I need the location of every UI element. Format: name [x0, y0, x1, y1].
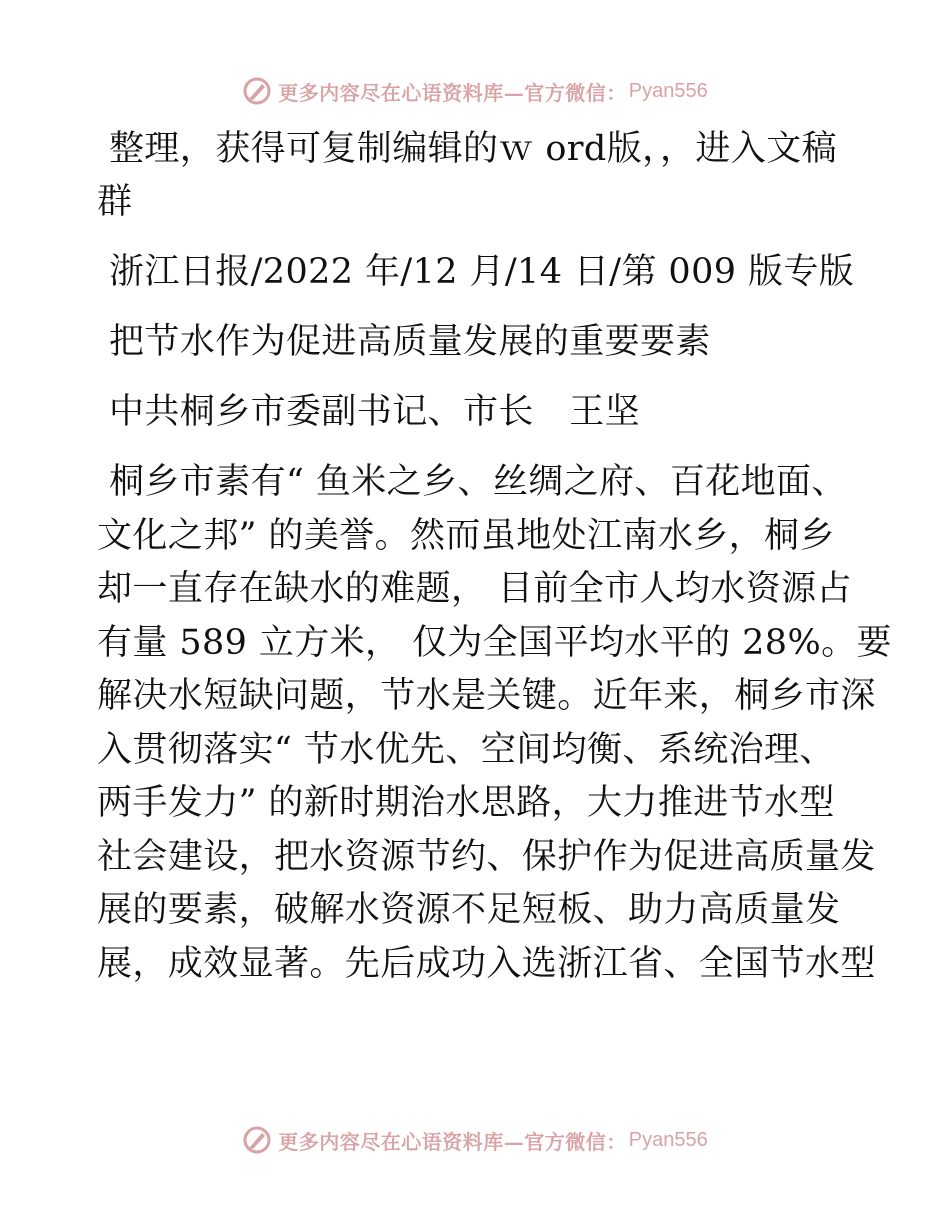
body-line: 桐乡市素有“ 鱼米之乡、丝绸之府、百花地面、	[109, 462, 847, 502]
body-line: 两手发力” 的新时期治水思路，大力推进节水型	[97, 783, 835, 823]
document-body	[97, 123, 892, 991]
footer-watermark	[0, 1120, 950, 1160]
pen-logo-icon	[242, 1125, 272, 1155]
watermark-text: 更多内容尽在心语资料库—官方微信：	[278, 1129, 627, 1154]
article-paragraph	[97, 456, 892, 991]
body-line: 文化之邦” 的美誉。然而虽地处江南水乡，桐乡	[97, 515, 835, 556]
watermark-id: Pyan556	[628, 1128, 708, 1151]
pen-logo-icon	[242, 76, 272, 106]
body-line: 入贯彻落实“ 节水优先、空间均衡、系统治理、	[97, 729, 835, 770]
body-line: 解决水短缺问题，节水是关键。近年来，桐乡市深	[97, 676, 876, 716]
header-watermark	[0, 71, 950, 111]
watermark-id: Pyan556	[628, 79, 708, 102]
intro-line-2: 群	[97, 182, 133, 222]
source-line: 浙江日报/2022 年/12 月/14 日/第 009 版专版	[109, 252, 855, 292]
body-line: 却一直存在缺水的难题， 目前全市人均水资源占	[97, 569, 852, 609]
author-line: 中共桐乡市委副书记、市长 王坚	[109, 392, 641, 432]
body-line: 展，成效显著。先后成功入选浙江省、全国节水型	[97, 943, 876, 984]
body-line: 有量 589 立方米， 仅为全国平均水平的 28%。要	[97, 622, 892, 663]
intro-paragraph	[97, 123, 857, 229]
body-line: 社会建设，把水资源节约、保护作为促进高质量发	[97, 836, 876, 877]
article-headline: 把节水作为促进高质量发展的重要要素	[109, 322, 711, 362]
watermark-text: 更多内容尽在心语资料库—官方微信：	[278, 80, 627, 105]
intro-line-1: 整理，获得可复制编辑的ｗ ord版，，进入文稿	[109, 129, 838, 169]
body-line: 展的要素，破解水资源不足短板、助力高质量发	[97, 890, 841, 930]
